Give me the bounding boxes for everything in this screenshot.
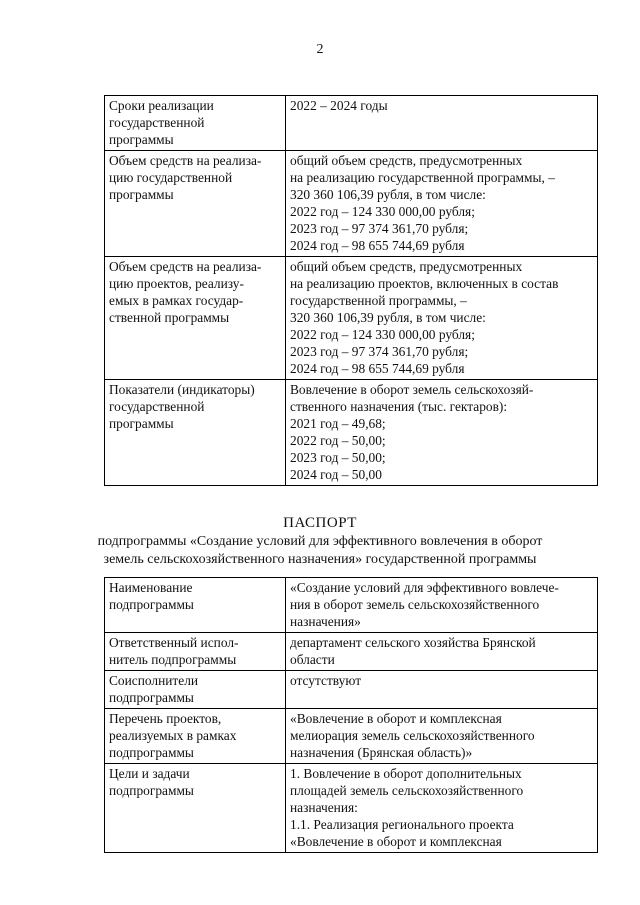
value-line: общий объем средств, предусмотренных bbox=[290, 153, 523, 168]
passport-title: ПАСПОРТ bbox=[283, 515, 357, 531]
subprogram-passport-table bbox=[104, 577, 598, 853]
label-line: реализуемых в рамках bbox=[109, 728, 237, 743]
value-line: 2022 год – 124 330 000,00 рубля; bbox=[290, 204, 475, 219]
label-line: подпрограммы bbox=[109, 690, 194, 705]
row-label bbox=[105, 633, 286, 671]
value-line: 1. Вовлечение в оборот дополнительных bbox=[290, 766, 522, 781]
label-line: подпрограммы bbox=[109, 745, 194, 760]
value-line: 2022 год – 50,00; bbox=[290, 433, 386, 448]
program-details-table bbox=[104, 95, 598, 486]
value-line: общий объем средств, предусмотренных bbox=[290, 259, 523, 274]
value-line: мелиорация земель сельскохозяйственного bbox=[290, 728, 535, 743]
label-line: Сроки реализации bbox=[109, 98, 214, 113]
value-line: 1.1. Реализация регионального проекта bbox=[290, 817, 514, 832]
table-row bbox=[105, 151, 598, 257]
value-line: 2023 год – 97 374 361,70 рубля; bbox=[290, 344, 469, 359]
table-row bbox=[105, 96, 598, 151]
row-label bbox=[105, 578, 286, 633]
page-number: 2 bbox=[316, 42, 324, 57]
value-line: Вовлечение в оборот земель сельскохозяй- bbox=[290, 382, 534, 397]
passport-subtitle-line: подпрограммы «Создание условий для эффективного вовлечения в оборот bbox=[97, 534, 543, 549]
value-line: назначения (Брянская область)» bbox=[290, 745, 473, 760]
row-value bbox=[286, 380, 598, 486]
row-value bbox=[286, 671, 598, 709]
value-line: 320 360 106,39 рубля, в том числе: bbox=[290, 310, 486, 325]
label-line: подпрограммы bbox=[109, 783, 194, 798]
value-line: назначения» bbox=[290, 614, 361, 629]
row-value bbox=[286, 578, 598, 633]
value-line: «Вовлечение в оборот и комплексная bbox=[290, 711, 502, 726]
value-line: области bbox=[290, 652, 335, 667]
value-line: 2022 – 2024 годы bbox=[290, 98, 388, 113]
label-line: Перечень проектов, bbox=[109, 711, 222, 726]
label-line: Объем средств на реализа- bbox=[109, 153, 262, 168]
row-label bbox=[105, 96, 286, 151]
value-line: 2024 год – 50,00 bbox=[290, 467, 382, 482]
table-row bbox=[105, 709, 598, 764]
value-line: 2023 год – 97 374 361,70 рубля; bbox=[290, 221, 469, 236]
row-label bbox=[105, 671, 286, 709]
label-line: государственной bbox=[109, 115, 205, 130]
label-line: Соисполнители bbox=[109, 673, 199, 688]
row-value bbox=[286, 709, 598, 764]
value-line: 320 360 106,39 рубля, в том числе: bbox=[290, 187, 486, 202]
value-line: ственного назначения (тыс. гектаров): bbox=[290, 399, 508, 414]
table-row bbox=[105, 764, 598, 853]
value-line: ния в оборот земель сельскохозяйственного bbox=[290, 597, 540, 612]
passport-subtitle-line: земель сельскохозяйственного назначения» государственной программы bbox=[103, 552, 537, 567]
label-line: программы bbox=[109, 416, 174, 431]
label-line: нитель подпрограммы bbox=[109, 652, 237, 667]
value-line: государственной программы, – bbox=[290, 293, 467, 308]
label-line: емых в рамках государ- bbox=[109, 293, 244, 308]
label-line: Наименование bbox=[109, 580, 193, 595]
table-row bbox=[105, 578, 598, 633]
label-line: цию государственной bbox=[109, 170, 233, 185]
label-line: Цели и задачи bbox=[109, 766, 190, 781]
row-value bbox=[286, 633, 598, 671]
row-value bbox=[286, 764, 598, 853]
label-line: программы bbox=[109, 132, 174, 147]
value-line: 2022 год – 124 330 000,00 рубля; bbox=[290, 327, 475, 342]
value-line: отсутствуют bbox=[290, 673, 362, 688]
table-row bbox=[105, 633, 598, 671]
value-line: 2024 год – 98 655 744,69 рубля bbox=[290, 361, 465, 376]
label-line: государственной bbox=[109, 399, 205, 414]
value-line: департамент сельского хозяйства Брянской bbox=[290, 635, 536, 650]
label-line: ственной программы bbox=[109, 310, 230, 325]
value-line: на реализацию проектов, включенных в состав bbox=[290, 276, 559, 291]
row-value bbox=[286, 96, 598, 151]
table-row bbox=[105, 257, 598, 380]
row-label bbox=[105, 380, 286, 486]
value-line: площадей земель сельскохозяйственного bbox=[290, 783, 524, 798]
value-line: 2023 год – 50,00; bbox=[290, 450, 386, 465]
value-line: на реализацию государственной программы, – bbox=[290, 170, 555, 185]
label-line: Показатели (индикаторы) bbox=[109, 382, 255, 397]
row-value bbox=[286, 151, 598, 257]
value-line: 2024 год – 98 655 744,69 рубля bbox=[290, 238, 465, 253]
row-label bbox=[105, 709, 286, 764]
table-row bbox=[105, 380, 598, 486]
label-line: Ответственный испол- bbox=[109, 635, 239, 650]
label-line: цию проектов, реализу- bbox=[109, 276, 244, 291]
value-line: «Вовлечение в оборот и комплексная bbox=[290, 834, 502, 849]
label-line: Объем средств на реализа- bbox=[109, 259, 262, 274]
table-row bbox=[105, 671, 598, 709]
value-line: 2021 год – 49,68; bbox=[290, 416, 386, 431]
value-line: назначения: bbox=[290, 800, 358, 815]
row-label bbox=[105, 764, 286, 853]
row-label bbox=[105, 151, 286, 257]
passport-heading bbox=[0, 514, 640, 569]
label-line: программы bbox=[109, 187, 174, 202]
row-label bbox=[105, 257, 286, 380]
label-line: подпрограммы bbox=[109, 597, 194, 612]
row-value bbox=[286, 257, 598, 380]
value-line: «Создание условий для эффективного вовлече- bbox=[290, 580, 559, 595]
